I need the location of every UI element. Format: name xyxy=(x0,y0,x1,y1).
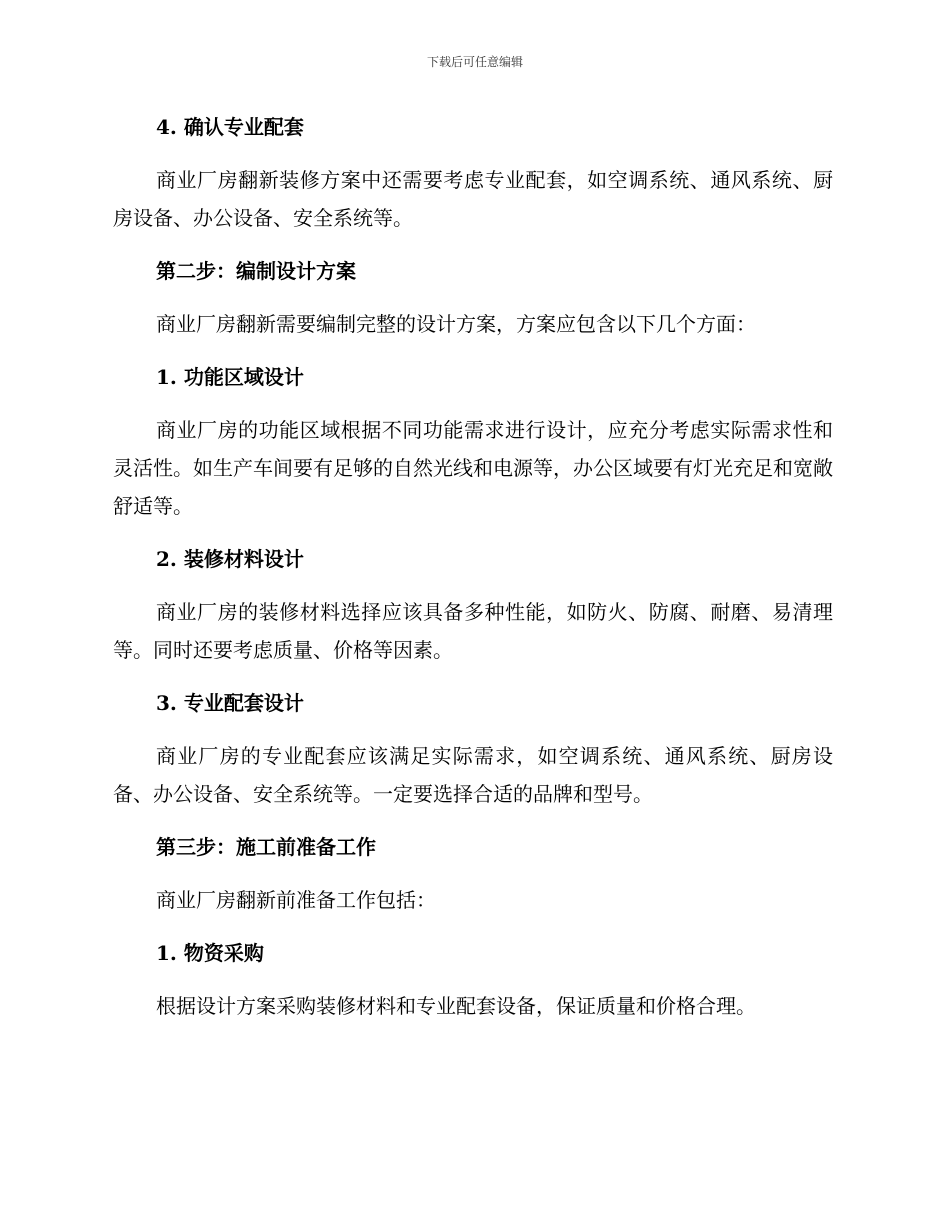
section-heading-confirm-supporting: 4. 确认专业配套 xyxy=(156,115,304,139)
step-heading-preparation: 第三步：施工前准备工作 xyxy=(156,835,376,859)
paragraph-supporting-design: 商业厂房的专业配套应该满足实际需求，如空调系统、通风系统、厨房设备、办公设备、安全系统等。一定要选择合适的品牌和型号。 xyxy=(113,744,833,806)
paragraph-procurement: 根据设计方案采购装修材料和专业配套设备，保证质量和价格合理。 xyxy=(156,994,756,1018)
paragraph-preparation-intro: 商业厂房翻新前准备工作包括： xyxy=(156,888,436,912)
section-heading-materials: 2. 装修材料设计 xyxy=(156,547,304,571)
paragraph-functional-area: 商业厂房的功能区域根据不同功能需求进行设计，应充分考虑实际需求性和灵活性。如生产车间要有足够的自然光线和电源等，办公区域要有灯光充足和宽敞舒适等。 xyxy=(113,418,833,518)
paragraph-supporting-facilities: 商业厂房翻新装修方案中还需要考虑专业配套，如空调系统、通风系统、厨房设备、办公设备、安全系统等。 xyxy=(113,168,833,230)
section-heading-supporting-design: 3. 专业配套设计 xyxy=(156,691,304,715)
step-heading-design-plan: 第二步：编制设计方案 xyxy=(156,259,356,283)
page-header: 下载后可任意编辑 xyxy=(426,55,523,69)
paragraph-design-plan-intro: 商业厂房翻新需要编制完整的设计方案，方案应包含以下几个方面： xyxy=(156,312,756,336)
document-body xyxy=(113,108,833,1025)
paragraph-materials: 商业厂房的装修材料选择应该具备多种性能，如防火、防腐、耐磨、易清理等。同时还要考虑质量、价格等因素。 xyxy=(113,600,833,662)
section-heading-functional-area: 1. 功能区域设计 xyxy=(156,365,304,389)
section-heading-procurement: 1. 物资采购 xyxy=(156,941,264,965)
